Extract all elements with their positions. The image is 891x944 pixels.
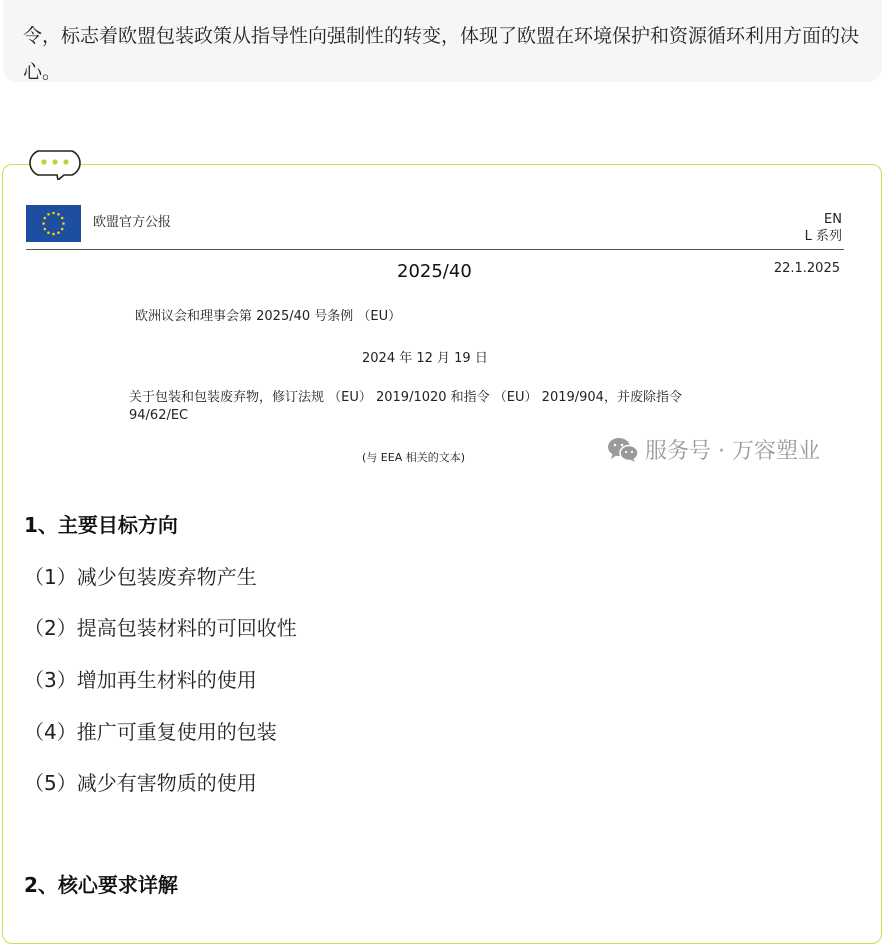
list-item: （3）增加再生材料的使用 [24,668,257,692]
document-number: 2025/40 [397,261,472,282]
section-heading-requirements: 2、核心要求详解 [24,873,178,897]
list-item: （5）减少有害物质的使用 [24,771,257,795]
language-series [805,211,842,245]
wechat-icon [607,437,639,463]
watermark [607,434,820,465]
regulation-subject: 关于包装和包装废弃物，修订法规 （EU） 2019/1020 和指令 （EU） 2019/904，并废除指令 94/62/EC [129,390,682,423]
eu-flag-icon [26,205,81,242]
journal-name: 欧盟官方公报 [93,215,172,230]
list-item: （1）减少包装废弃物产生 [24,565,257,589]
header-divider [26,249,844,250]
document-date: 22.1.2025 [773,261,840,276]
intro-card [3,0,882,82]
section-heading-goals: 1、主要目标方向 [24,513,178,537]
regulation-title: 欧洲议会和理事会第 2025/40 号条例 （EU） [135,309,402,324]
watermark-text: 服务号 · 万容塑业 [645,439,820,464]
adopted-date: 2024 年 12 月 19 日 [362,351,488,366]
language-code: EN [824,212,842,227]
intro-paragraph: 令，标志着欧盟包装政策从指导性向强制性的转变，体现了欧盟在环境保护和资源循环利用方面的决心。 [23,25,860,83]
eea-note: (与 EEA 相关的文本) [362,451,466,464]
speech-bubble-icon [24,150,86,180]
series-label: L 系列 [804,229,842,244]
official-journal-header-image [26,203,844,473]
list-item: （2）提高包装材料的可回收性 [24,616,297,640]
list-item: （4）推广可重复使用的包装 [24,720,277,744]
